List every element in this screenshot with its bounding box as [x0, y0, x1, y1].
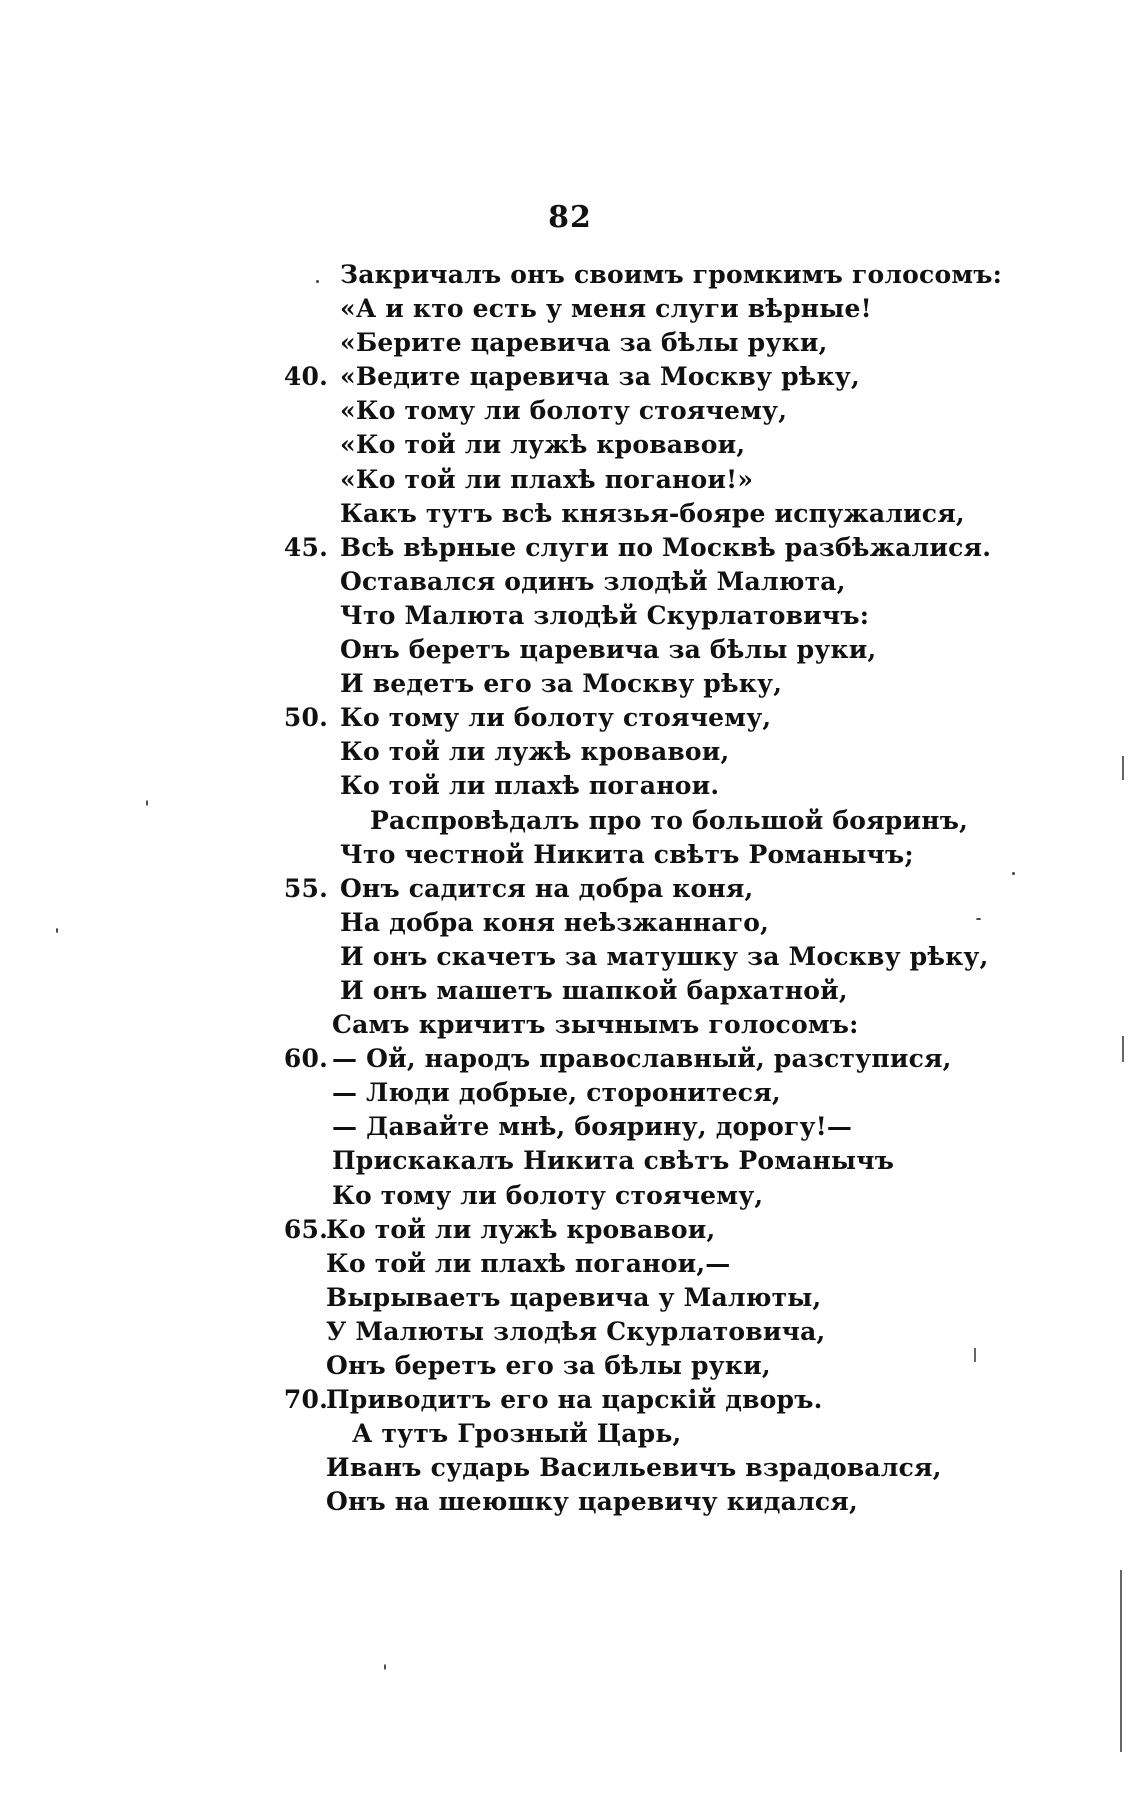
verse-line	[283, 1042, 1040, 1076]
line-number: 40.	[283, 362, 328, 392]
scan-speck	[1012, 872, 1015, 875]
margin-mark	[974, 1348, 976, 1362]
scan-speck	[976, 918, 981, 920]
verse-line	[340, 497, 1040, 531]
verse-line	[283, 701, 1040, 735]
poem-text	[283, 258, 1040, 1519]
verse-text: Иванъ сударь Васильевичъ взрадовался,	[326, 1453, 942, 1483]
verse-text: — Давайте мнѣ, боярину, дорогу!—	[332, 1112, 853, 1142]
verse-text: Всѣ вѣрные слуги по Москвѣ разбѣжалися.	[340, 532, 992, 562]
verse-text: Самъ кричитъ зычнымъ голосомъ:	[332, 1010, 859, 1040]
verse-text: — Люди добрые, сторонитеся,	[332, 1078, 781, 1108]
verse-line	[332, 1110, 1040, 1144]
verse-text: Какъ тутъ всѣ князья-бояре испужалися,	[340, 498, 965, 528]
verse-line	[326, 1451, 1040, 1485]
verse-line	[332, 1179, 1040, 1213]
verse-text: Прискакалъ Никита свѣтъ Романычъ	[332, 1146, 895, 1176]
scan-speck	[384, 1664, 386, 1670]
scan-speck	[316, 280, 319, 283]
verse-line	[340, 838, 1040, 872]
line-number: 45.	[283, 532, 328, 562]
verse-text: Онъ на шеюшку царевичу кидался,	[326, 1487, 858, 1517]
margin-mark	[1120, 1570, 1122, 1752]
verse-line	[340, 1417, 1040, 1451]
verse-line	[340, 599, 1040, 633]
verse-line	[340, 735, 1040, 769]
verse-text: — Ой, народъ православный, разступися,	[332, 1044, 952, 1074]
verse-text: На добра коня неѣзжаннаго,	[340, 907, 769, 937]
verse-text: Онъ беретъ его за бѣлы руки,	[326, 1351, 771, 1380]
verse-line	[340, 667, 1040, 701]
line-number: 50.	[283, 703, 328, 733]
verse-line	[340, 565, 1040, 599]
verse-line	[332, 1144, 1040, 1178]
verse-text: «Берите царевича за бѣлы руки,	[340, 328, 828, 358]
verse-text: Ко той ли лужѣ кровавои,	[326, 1214, 716, 1244]
verse-text: А тутъ Грозный Царь,	[352, 1419, 682, 1449]
line-number: 60.	[283, 1044, 328, 1074]
verse-line	[326, 1247, 1040, 1281]
verse-line	[283, 531, 1040, 565]
verse-text: Что Малюта злодѣй Скурлатовичъ:	[340, 600, 870, 630]
verse-line	[340, 292, 1040, 326]
verse-line	[326, 1281, 1040, 1315]
verse-text: Ко тому ли болоту стоячему,	[340, 703, 772, 733]
verse-line	[283, 1213, 1040, 1247]
verse-text: И онъ машетъ шапкой бархатной,	[340, 975, 848, 1005]
verse-text: «Ко той ли плахѣ поганои!»	[340, 464, 754, 494]
verse-text: И ведетъ его за Москву рѣку,	[340, 669, 783, 699]
verse-line	[340, 394, 1040, 428]
line-number: 55.	[283, 873, 328, 903]
verse-line	[340, 428, 1040, 462]
verse-text: Приводитъ его на царскій дворъ.	[326, 1385, 823, 1415]
verse-line	[340, 258, 1040, 292]
verse-line	[340, 974, 1040, 1008]
verse-line	[332, 1008, 1040, 1042]
scan-speck	[146, 800, 148, 806]
verse-text: «А и кто есть у меня слуги вѣрные!	[340, 294, 872, 324]
verse-text: И онъ скачетъ за матушку за Москву рѣку,	[340, 941, 989, 971]
verse-text: Оставался одинъ злодѣй Малюта,	[340, 566, 846, 596]
verse-text: Ко той ли лужѣ кровавои,	[340, 737, 730, 767]
line-number: 70.	[283, 1385, 328, 1415]
verse-text: Ко той ли плахѣ поганои,—	[326, 1248, 731, 1278]
verse-text: Распровѣдалъ про то большой бояринъ,	[370, 805, 968, 835]
verse-line	[332, 1076, 1040, 1110]
scan-speck	[56, 928, 58, 933]
verse-text: Онъ садится на добра коня,	[340, 873, 754, 903]
verse-line	[340, 463, 1040, 497]
verse-line	[283, 1383, 1040, 1417]
verse-text: Закричалъ онъ своимъ громкимъ голосомъ:	[340, 260, 1003, 289]
verse-text: «Ко той ли лужѣ кровавои,	[340, 430, 746, 460]
verse-text: Что честной Никита свѣтъ Романычъ;	[340, 839, 914, 869]
verse-line	[340, 769, 1040, 803]
verse-text: Вырываетъ царевича у Малюты,	[326, 1282, 822, 1312]
verse-line	[283, 872, 1040, 906]
margin-mark	[1122, 756, 1124, 780]
verse-text: Ко той ли плахѣ поганои.	[340, 771, 720, 801]
verse-line	[326, 1349, 1040, 1383]
margin-mark	[1122, 1036, 1124, 1062]
verse-line	[340, 633, 1040, 667]
verse-line	[340, 326, 1040, 360]
verse-text: «Ко тому ли болоту стоячему,	[340, 396, 788, 426]
verse-line	[283, 360, 1040, 394]
verse-text: «Ведите царевича за Москву рѣку,	[340, 362, 860, 392]
verse-line	[340, 940, 1040, 974]
verse-line	[326, 1315, 1040, 1349]
line-number: 65.	[283, 1214, 328, 1244]
verse-text: Ко тому ли болоту стоячему,	[332, 1180, 764, 1210]
page-number: 82	[548, 200, 592, 235]
verse-text: Онъ беретъ царевича за бѣлы руки,	[340, 635, 877, 665]
verse-line	[340, 906, 1040, 940]
verse-line	[340, 804, 1040, 838]
verse-line	[326, 1485, 1040, 1519]
verse-text: У Малюты злодѣя Скурлатовича,	[326, 1316, 826, 1346]
